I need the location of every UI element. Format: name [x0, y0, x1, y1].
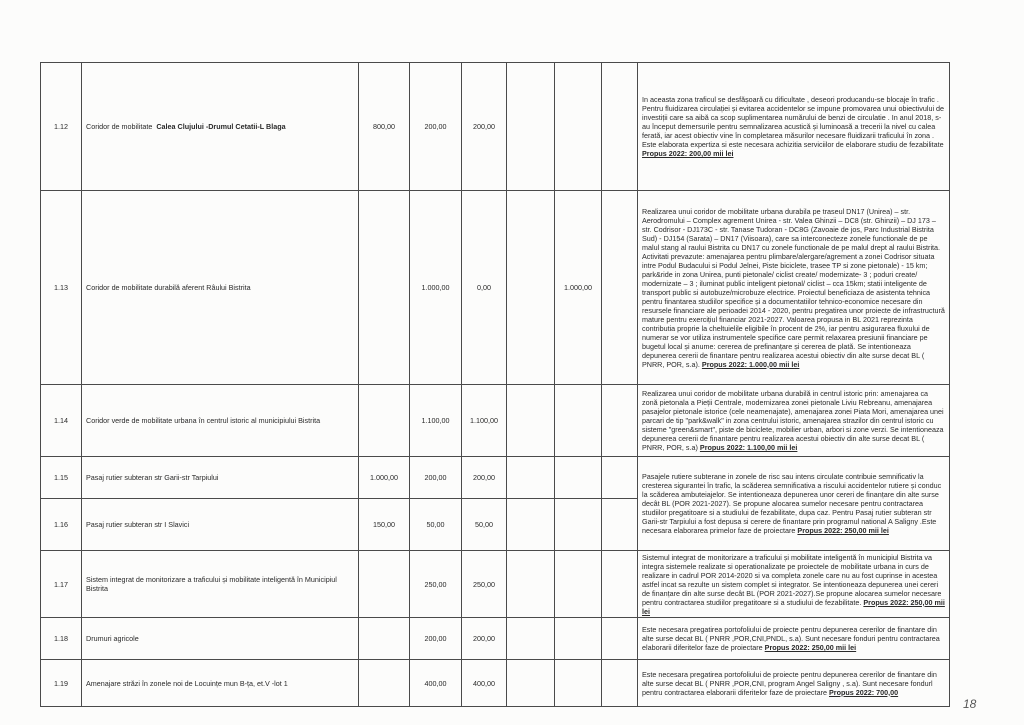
row-description: Sistemul integrat de monitorizare a traficului și mobilitate inteligentă în municipiul Bistrita va integra sistemele realizate si operationalizate pe proiectele de mobilitate urbana in curs de realizare in cadrul POR 2014-2020 si va completa zonele care nu au fost cuprinse in acestea astfel incat sa rezulte un sistem complet si integrator. Se intentioneaza depunerea unei cereri de finanțare din alte surse decât BL (POR 2021-2027).Se propune alocarea sumelor necesare pentru contractarea studiilor pregatitoare si a studiului de fezabilitate. Propus 2022: 250,00 mii lei	[638, 551, 950, 618]
proposed-amount: Propus 2022: 1.000,00 mii lei	[701, 359, 800, 369]
table-row	[41, 63, 950, 191]
value-col-3: 50,00	[462, 499, 507, 551]
table-row	[41, 660, 950, 707]
value-col-5	[555, 551, 602, 618]
value-col-2: 200,00	[410, 457, 462, 499]
row-number: 1.12	[41, 63, 82, 191]
row-name: Drumuri agricole	[82, 618, 359, 660]
value-col-5	[555, 618, 602, 660]
proposed-amount: Propus 2022: 200,00 mii lei	[642, 149, 734, 158]
row-name: Coridor de mobilitate Calea Clujului -Drumul Cetatii-L Blaga	[82, 63, 359, 191]
value-col-3: 200,00	[462, 618, 507, 660]
table-row	[41, 385, 950, 457]
value-col-6	[602, 660, 638, 707]
proposed-amount: Propus 2022: 700,00	[828, 687, 899, 697]
value-col-5: 1.000,00	[555, 191, 602, 385]
row-name: Amenajare străzi în zonele noi de Locuințe mun B-ța, et.V -lot 1	[82, 660, 359, 707]
table-row	[41, 191, 950, 385]
value-col-2: 1.000,00	[410, 191, 462, 385]
value-col-1	[359, 660, 410, 707]
row-number: 1.15	[41, 457, 82, 499]
value-col-5	[555, 499, 602, 551]
value-col-2: 400,00	[410, 660, 462, 707]
row-number: 1.17	[41, 551, 82, 618]
row-name: Sistem integrat de monitorizare a traficului și mobilitate inteligentă în Municipiul Bistrita	[82, 551, 359, 618]
value-col-1	[359, 551, 410, 618]
row-description: Este necesara pregatirea portofoliului de proiecte pentru depunerea cererilor de finantare din alte surse decat BL ( PNRR ,POR,CNI,PNDL, s.a). Sunt necesare fonduri pentru contractarea elaborarii diferitelor faze de proiectare Propus 2022: 250,00 mii lei	[638, 618, 950, 660]
value-col-5	[555, 457, 602, 499]
value-col-4	[507, 618, 555, 660]
value-col-5	[555, 63, 602, 191]
table-row	[41, 618, 950, 660]
value-col-2: 200,00	[410, 63, 462, 191]
value-col-1	[359, 385, 410, 457]
proposed-amount: Propus 2022: 250,00 mii lei	[764, 643, 857, 652]
proposed-amount: Propus 2022: 250,00 mii lei	[642, 597, 945, 616]
value-col-4	[507, 457, 555, 499]
value-col-2: 50,00	[410, 499, 462, 551]
page-number: 18	[963, 697, 977, 711]
row-name: Pasaj rutier subteran str Garii-str Tarpiului	[82, 457, 359, 499]
value-col-1: 800,00	[359, 63, 410, 191]
row-number: 1.19	[41, 660, 82, 707]
value-col-4	[507, 499, 555, 551]
value-col-6	[602, 191, 638, 385]
row-description: Realizarea unui coridor de mobilitate urbana durabilă in centrul istoric prin: amenajarea ca zonă pietonala a Pieții Centrale, modernizarea zonei pietonale Liviu Rebreanu, amenajarea pasajelor pietonale istorice (cele neamenajate), amenajarea zonei Piata Mori, amenajarea unei parcari de tip "park&walk" in zona centrului istoric, amenajarea strazilor din centrul istoric cu sisteme "green&smart", piste de biciclete, mobilier urban, arbori si zone verzi. Se intentioneaza depunerea cererii de finantare pentru realizarea acestui obiectiv din alte surse decat BL ( PNRR, POR, s.a) Propus 2022: 1.100,00 mii lei	[638, 385, 950, 457]
value-col-3: 0,00	[462, 191, 507, 385]
value-col-1: 150,00	[359, 499, 410, 551]
value-col-6	[602, 618, 638, 660]
proposed-amount: Propus 2022: 1.100,00 mii lei	[699, 443, 798, 452]
row-name: Coridor de mobilitate durabilă aferent Râului Bistrita	[82, 191, 359, 385]
row-number: 1.14	[41, 385, 82, 457]
row-name: Coridor verde de mobilitate urbana în centrul istoric al municipiului Bistrita	[82, 385, 359, 457]
value-col-6	[602, 457, 638, 499]
table-row	[41, 551, 950, 618]
value-col-6	[602, 63, 638, 191]
value-col-3: 400,00	[462, 660, 507, 707]
row-number: 1.18	[41, 618, 82, 660]
value-col-5	[555, 385, 602, 457]
investment-table	[40, 62, 950, 707]
row-number: 1.16	[41, 499, 82, 551]
value-col-4	[507, 191, 555, 385]
value-col-4	[507, 63, 555, 191]
value-col-3: 250,00	[462, 551, 507, 618]
value-col-1	[359, 618, 410, 660]
value-col-6	[602, 385, 638, 457]
value-col-4	[507, 551, 555, 618]
value-col-2: 200,00	[410, 618, 462, 660]
row-description: Pasajele rutiere subterane in zonele de risc sau intens circulate contribuie semnificativ la cresterea sigurantei în trafic, la scăderea semnificativa a riscului accidentelor rutiere și conduc la scăderea ambuteiajelor. Se intentioneaza depunerea unor cereri de finanțare din alte surse decât BL (POR 2021-2027). Se propune alocarea sumelor necesare pentru contractarea studiilor pregatitoare si a studiului de fezabilitate, dupa caz. Pentru Pasaj rutier subteran str Garii-str Tarpiului a fost depusa si cerere de finantare prin programul national A Saligny .Este necesara elaborarea primelor faze de proiectare Propus 2022: 250,00 mii lei	[638, 457, 950, 551]
row-description: Realizarea unui coridor de mobilitate urbana durabila pe traseul DN17 (Unirea) – str. Aerodromului – Complex agrement Unirea - str. Valea Ghinzii – DC8 (str. Ghinzii) – DJ 173 – str. Codrisor - DJ173C - str. Tanase Tudoran - DC8G (Zavoaie de jos, Parc Industrial Bistrita Sud) - DJ154 (Sarata) – DN17 (Viisoara), care sa interconecteze zonele functionale de pe malul stang al raului Bistrita cu DN17 cu zonele functionale de pe malul drept al raului Bistrita. Activitati prevazute: amenajarea pentru plimbare/alergare/agrement a zonei Codrisor situata intre Podul Budacului si Podul Jelnei, Piste biciclete, trasee TP si zone pietonale) - 15 km; park&ride in zona Unirea, punti pietonale/ ciclist create/ modernizate- 3 ; poduri create/ modernizate – 3 ; iluminat public inteligent pietonal/ ciclist – cca 15km; statii inteligente de transport public si autobuze/microbuze electrice. Proiectul beneficiaza de asistenta tehnica pentru finantarea studiilor specifice și a documentatiilor tehnico-economice necesare din resursele financiare ale perioadei 2014 - 2020, pentru pregatirea unor proiecte de infrastructură mature pentru exercițiul financiar 2021-2027. Valoarea propusa in BL 2021 reprezinta contributia proprie la cheltuielile eligibile în procent de 2%, iar pentru asigurarea fluxului de numerar se vor utiliza instrumentele specifice care permit relaxarea presiunii financiare pe bugetul local și anume: cererea de prefinanțare și cererea de plată. Se intentioneaza depunerea cererii de finantare pentru realizarea acestui obiectiv din alte surse decat BL ( PNRR, POR, s.a). Propus 2022: 1.000,00 mii lei	[638, 191, 950, 385]
value-col-4	[507, 385, 555, 457]
value-col-5	[555, 660, 602, 707]
value-col-3: 200,00	[462, 457, 507, 499]
value-col-6	[602, 551, 638, 618]
value-col-2: 250,00	[410, 551, 462, 618]
value-col-2: 1.100,00	[410, 385, 462, 457]
value-col-3: 1.100,00	[462, 385, 507, 457]
row-description: Este necesara pregatirea portofoliului de proiecte pentru depunerea cererilor de finantare din alte surse decat BL ( PNRR ,POR,CNI, program Angel Saligny , s.a). Sunt necesare fondurl pentru contractarea elaborarii diferitelor faze de proiectare Propus 2022: 700,00	[638, 660, 950, 707]
value-col-4	[507, 660, 555, 707]
value-col-1: 1.000,00	[359, 457, 410, 499]
row-description: In aceasta zona traficul se desfășoară cu dificultate , deseori producandu-se blocaje în trafic . Pentru fluidizarea circulației și evitarea accidentelor se impune promovarea unui obiectivului de investiții care sa aibă ca scop suplimentarea numărului de benzi de circulatie . In anul 2018, s-au început demersurile pentru semnalizarea acustică și luminoasă a trecerii la nivel cu calea ferată, iar acest obiectiv vine în completarea măsurilor necesare fluidizarii traficului în zona . Este elaborata expertiza si este necesara achizitia serviciilor de elaborare studiu de fezabilitate Propus 2022: 200,00 mii lei	[638, 63, 950, 191]
row-name: Pasaj rutier subteran str I Slavici	[82, 499, 359, 551]
value-col-6	[602, 499, 638, 551]
value-col-3: 200,00	[462, 63, 507, 191]
proposed-amount: Propus 2022: 250,00 mii lei	[797, 526, 889, 535]
row-number: 1.13	[41, 191, 82, 385]
table-row	[41, 457, 950, 499]
value-col-1	[359, 191, 410, 385]
